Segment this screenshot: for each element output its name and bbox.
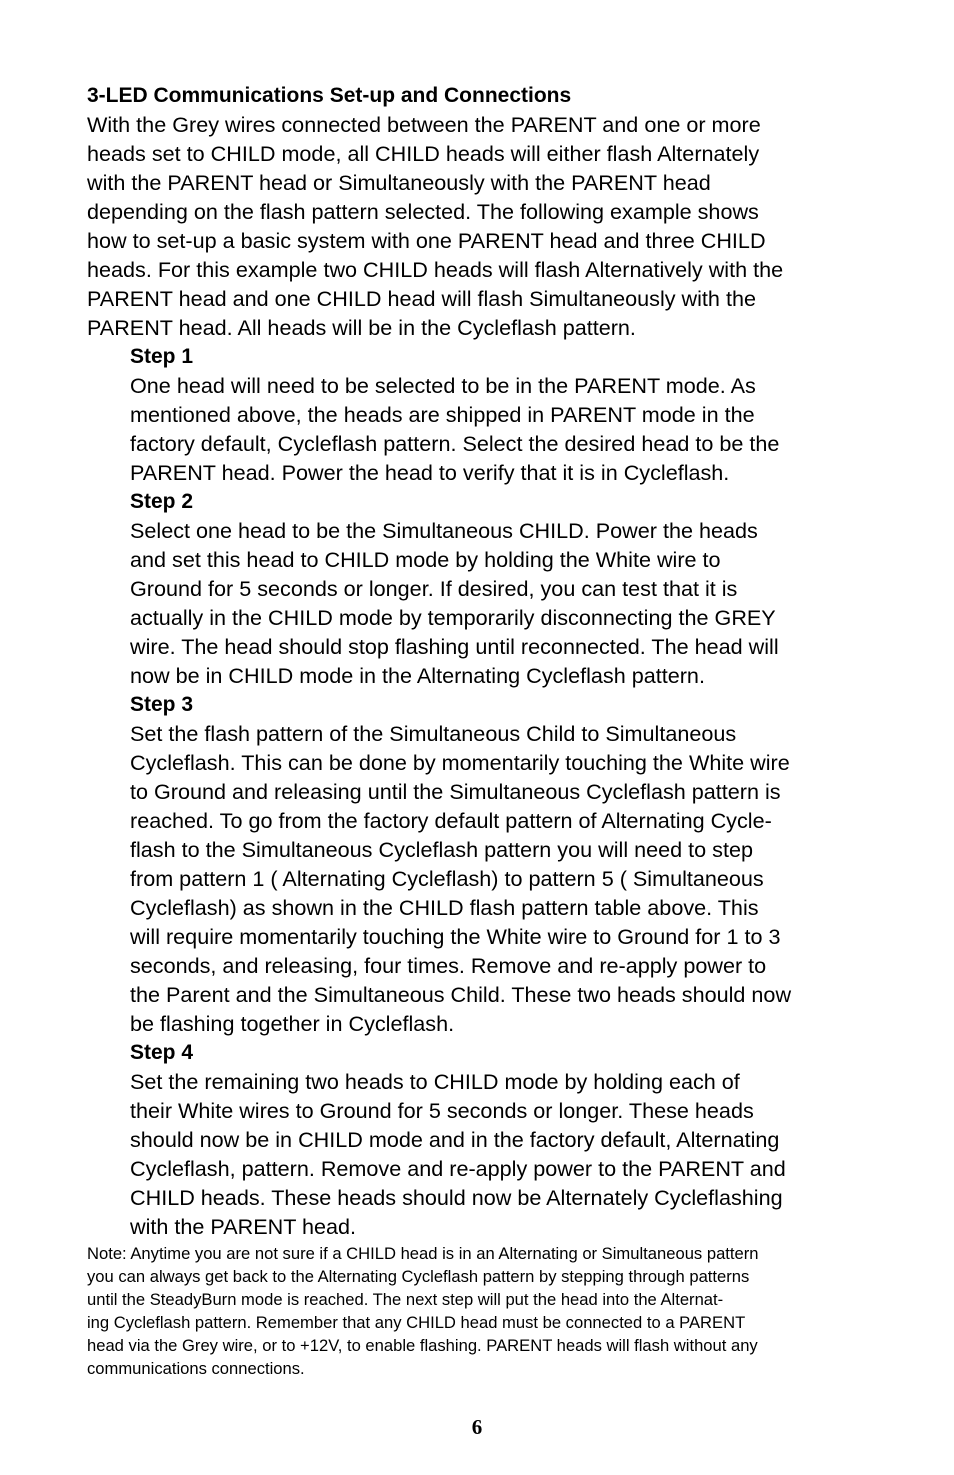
step-heading: Step 4 [130,1041,194,1064]
step-body [130,516,877,690]
step-line: PARENT head. Power the head to verify that it is in Cycleflash. [130,460,730,485]
step-line: seconds, and releasing, four times. Remove and re-apply power to [130,953,767,978]
note-line: communications connections. [87,1359,305,1378]
step-body [130,719,877,1038]
step-line: should now be in CHILD mode and in the factory default, Alternating [130,1127,780,1152]
step-line: wire. The head should stop flashing until reconnected. The head will [130,634,779,659]
step-line: be flashing together in Cycleflash. [130,1011,455,1036]
step-heading: Step 1 [130,345,194,368]
step-line: CHILD heads. These heads should now be Alternately Cycleflashing [130,1185,783,1210]
step-line: Ground for 5 seconds or longer. If desired, you can test that it is [130,576,738,601]
step-line: from pattern 1 ( Alternating Cycleflash) to pattern 5 ( Simultaneous [130,866,764,891]
step-line: with the PARENT head. [130,1214,357,1239]
page-number: 6 [471,1415,483,1439]
step-line: the Parent and the Simultaneous Child. These two heads should now [130,982,792,1007]
step-3 [130,690,877,1038]
intro-line: how to set-up a basic system with one PARENT head and three CHILD [87,228,766,253]
step-line: mentioned above, the heads are shipped in PARENT mode in the [130,402,755,427]
step-1 [130,342,877,487]
note-line: until the SteadyBurn mode is reached. The next step will put the head into the Alternat- [87,1290,724,1309]
note-paragraph [87,1242,877,1380]
note-line: you can always get back to the Alternating Cycleflash pattern by stepping through patterns [87,1267,750,1286]
step-line: reached. To go from the factory default pattern of Alternating Cycle- [130,808,772,833]
step-line: Cycleflash. This can be done by momentarily touching the White wire [130,750,790,775]
steps-list [130,342,877,1241]
document-page [87,81,877,1380]
step-2 [130,487,877,690]
step-line: their White wires to Ground for 5 seconds or longer. These heads [130,1098,754,1123]
note-line: ing Cycleflash pattern. Remember that any CHILD head must be connected to a PARENT [87,1313,746,1332]
step-line: Set the remaining two heads to CHILD mode by holding each of [130,1069,740,1094]
step-line: flash to the Simultaneous Cycleflash pattern you will need to step [130,837,753,862]
step-line: to Ground and releasing until the Simultaneous Cycleflash pattern is [130,779,781,804]
note-line: head via the Grey wire, or to +12V, to enable flashing. PARENT heads will flash without any [87,1336,758,1355]
step-4 [130,1038,877,1241]
intro-line: depending on the flash pattern selected. The following example shows [87,199,759,224]
step-line: Set the flash pattern of the Simultaneous Child to Simultaneous [130,721,737,746]
step-line: Cycleflash, pattern. Remove and re-apply power to the PARENT and [130,1156,786,1181]
intro-line: With the Grey wires connected between the PARENT and one or more [87,112,761,137]
intro-line: heads set to CHILD mode, all CHILD heads will either flash Alternately [87,141,760,166]
step-heading: Step 3 [130,693,194,716]
step-line: actually in the CHILD mode by temporarily disconnecting the GREY [130,605,776,630]
intro-line: PARENT head. All heads will be in the Cycleflash pattern. [87,315,636,340]
step-line: factory default, Cycleflash pattern. Select the desired head to be the [130,431,780,456]
intro-line: heads. For this example two CHILD heads will flash Alternatively with the [87,257,784,282]
step-line: One head will need to be selected to be in the PARENT mode. As [130,373,756,398]
intro-paragraph [87,110,877,342]
intro-line: PARENT head and one CHILD head will flash Simultaneously with the [87,286,756,311]
step-line: Cycleflash) as shown in the CHILD flash pattern table above. This [130,895,759,920]
step-line: and set this head to CHILD mode by holding the White wire to [130,547,721,572]
intro-line: with the PARENT head or Simultaneously with the PARENT head [87,170,711,195]
step-body [130,371,877,487]
step-line: Select one head to be the Simultaneous CHILD. Power the heads [130,518,758,543]
step-heading: Step 2 [130,490,194,513]
step-line: will require momentarily touching the White wire to Ground for 1 to 3 [130,924,781,949]
note-line: Note: Anytime you are not sure if a CHILD head is in an Alternating or Simultaneous pattern [87,1244,759,1263]
step-line: now be in CHILD mode in the Alternating Cycleflash pattern. [130,663,705,688]
step-body [130,1067,877,1241]
section-title: 3-LED Communications Set-up and Connections [87,84,572,107]
